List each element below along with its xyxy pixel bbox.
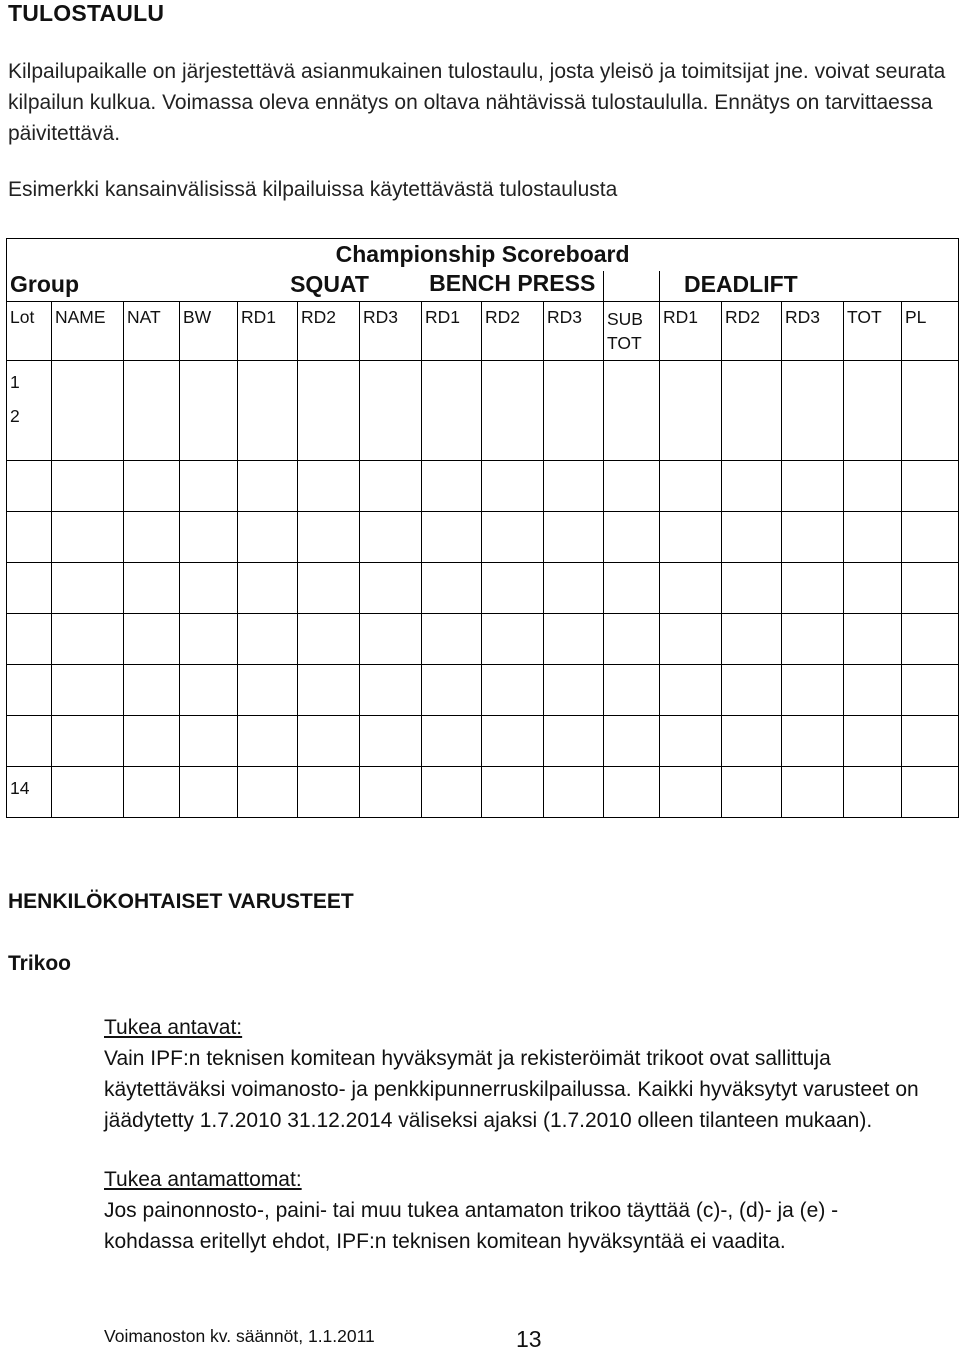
table-cell — [360, 512, 422, 563]
column-header: RD2 — [482, 302, 544, 361]
column-header: TOT — [844, 302, 902, 361]
table-cell — [238, 361, 298, 461]
table-cell — [180, 512, 238, 563]
table-cell — [52, 461, 124, 512]
table-row — [7, 361, 959, 461]
table-cell — [422, 563, 482, 614]
table-cell — [422, 361, 482, 461]
deadlift-label: DEADLIFT — [660, 271, 959, 302]
table-cell — [660, 361, 722, 461]
column-header-row — [7, 302, 959, 361]
table-row — [7, 614, 959, 665]
column-header: BW — [180, 302, 238, 361]
table-cell — [298, 767, 360, 818]
table-cell — [902, 767, 959, 818]
table-cell — [782, 614, 844, 665]
table-cell — [482, 461, 544, 512]
table-cell — [422, 461, 482, 512]
table-cell — [902, 461, 959, 512]
table-cell — [604, 512, 660, 563]
table-cell — [482, 512, 544, 563]
lot-cell — [7, 461, 52, 512]
support-label: Tukea antavat: — [104, 1016, 243, 1039]
table-cell — [902, 716, 959, 767]
table-cell — [124, 665, 180, 716]
lot-cell — [7, 563, 52, 614]
table-cell — [482, 716, 544, 767]
table-cell — [604, 361, 660, 461]
table-cell — [298, 563, 360, 614]
table-cell — [544, 563, 604, 614]
table-cell — [544, 361, 604, 461]
table-cell — [902, 563, 959, 614]
table-cell — [360, 563, 422, 614]
support-text: Vain IPF:n teknisen komitean hyväksymät ja rekisteröimät trikoot ovat sallittuja käytettäväksi voimanosto- ja penkkipunnerruskilpailussa. Kaikki hyväksytyt varusteet on jäädytetty 1.7.2010 31.12.2014 väliseksi ajaksi (1.7.2010 olleen tilanteen mukaan). — [104, 1047, 919, 1132]
table-row — [7, 665, 959, 716]
table-cell — [360, 614, 422, 665]
lot-cell: 1 2 — [7, 361, 52, 461]
table-cell — [844, 461, 902, 512]
table-cell — [604, 767, 660, 818]
squat-label: SQUAT — [238, 271, 422, 302]
table-cell — [124, 563, 180, 614]
table-cell — [660, 563, 722, 614]
nosupport-block — [104, 1164, 924, 1257]
table-cell — [722, 563, 782, 614]
column-header: RD3 — [544, 302, 604, 361]
table-row — [7, 512, 959, 563]
table-cell — [124, 767, 180, 818]
table-cell — [238, 716, 298, 767]
table-cell — [544, 767, 604, 818]
table-cell — [238, 461, 298, 512]
table-cell — [124, 461, 180, 512]
table-cell — [298, 361, 360, 461]
bench-label: BENCH PRESS — [422, 271, 604, 302]
table-cell — [52, 361, 124, 461]
section-title: HENKILÖKOHTAISET VARUSTEET — [8, 890, 354, 913]
table-cell — [124, 614, 180, 665]
table-cell — [604, 614, 660, 665]
column-header: NAME — [52, 302, 124, 361]
table-cell — [360, 461, 422, 512]
table-cell — [844, 665, 902, 716]
table-cell — [782, 563, 844, 614]
column-header: RD2 — [298, 302, 360, 361]
table-cell — [604, 461, 660, 512]
table-cell — [422, 665, 482, 716]
table-cell — [360, 361, 422, 461]
table-cell — [660, 512, 722, 563]
footer-text: Voimanoston kv. säännöt, 1.1.2011 — [104, 1326, 375, 1346]
table-cell — [544, 461, 604, 512]
table-cell — [782, 361, 844, 461]
table-cell — [298, 665, 360, 716]
table-cell — [782, 665, 844, 716]
table-cell — [422, 767, 482, 818]
column-header: RD3 — [782, 302, 844, 361]
example-caption: Esimerkki kansainvälisissä kilpailuissa käytettävästä tulostaulusta — [8, 178, 618, 201]
table-cell — [722, 461, 782, 512]
page-heading: TULOSTAULU — [8, 0, 165, 26]
table-cell — [298, 716, 360, 767]
scoreboard-table — [6, 238, 959, 818]
column-header: PL — [902, 302, 959, 361]
table-cell — [482, 614, 544, 665]
support-block — [104, 1012, 924, 1136]
table-cell — [544, 665, 604, 716]
table-cell — [52, 563, 124, 614]
table-cell — [180, 665, 238, 716]
table-cell — [844, 767, 902, 818]
table-cell — [124, 716, 180, 767]
table-cell — [722, 716, 782, 767]
table-cell — [298, 461, 360, 512]
table-cell — [180, 716, 238, 767]
table-cell — [844, 361, 902, 461]
table-cell — [360, 767, 422, 818]
lot-cell — [7, 614, 52, 665]
table-cell — [298, 512, 360, 563]
table-cell — [482, 361, 544, 461]
table-cell — [902, 665, 959, 716]
column-header: RD1 — [422, 302, 482, 361]
table-cell — [238, 665, 298, 716]
table-cell — [52, 716, 124, 767]
table-cell — [422, 716, 482, 767]
table-cell — [902, 614, 959, 665]
table-cell — [544, 716, 604, 767]
lot-cell: 14 — [7, 767, 52, 818]
column-header: RD1 — [660, 302, 722, 361]
table-cell — [124, 512, 180, 563]
nosupport-label: Tukea antamattomat: — [104, 1168, 302, 1191]
table-cell — [902, 512, 959, 563]
table-cell — [722, 767, 782, 818]
table-cell — [660, 614, 722, 665]
table-cell — [722, 512, 782, 563]
group-label: Group — [7, 271, 238, 302]
table-row — [7, 563, 959, 614]
table-cell — [604, 563, 660, 614]
column-header: RD2 — [722, 302, 782, 361]
table-cell — [180, 614, 238, 665]
lot-cell — [7, 665, 52, 716]
table-cell — [52, 512, 124, 563]
table-cell — [844, 563, 902, 614]
table-cell — [844, 614, 902, 665]
table-cell — [238, 767, 298, 818]
table-cell — [180, 767, 238, 818]
page-number: 13 — [516, 1326, 542, 1352]
table-cell — [782, 512, 844, 563]
table-cell — [482, 665, 544, 716]
table-cell — [422, 512, 482, 563]
table-cell — [660, 767, 722, 818]
table-cell — [660, 716, 722, 767]
table-cell — [360, 665, 422, 716]
table-cell — [660, 461, 722, 512]
table-cell — [360, 716, 422, 767]
table-cell — [238, 512, 298, 563]
table-cell — [52, 767, 124, 818]
table-cell — [604, 665, 660, 716]
table-cell — [660, 665, 722, 716]
table-cell — [782, 461, 844, 512]
table-cell — [722, 361, 782, 461]
table-cell — [722, 665, 782, 716]
table-cell — [782, 716, 844, 767]
nosupport-text: Jos painonnosto-, paini- tai muu tukea antamaton trikoo täyttää (c)-, (d)- ja (e) -kohdassa eritellyt ehdot, IPF:n teknisen komitean hyväksyntää ei vaadita. — [104, 1199, 839, 1253]
table-cell — [482, 563, 544, 614]
table-cell — [180, 563, 238, 614]
table-row — [7, 461, 959, 512]
column-header: RD1 — [238, 302, 298, 361]
table-cell — [238, 563, 298, 614]
lot-cell — [7, 716, 52, 767]
table-cell — [422, 614, 482, 665]
table-cell — [180, 361, 238, 461]
spacer-cell — [604, 271, 660, 302]
table-cell — [722, 614, 782, 665]
table-cell — [844, 512, 902, 563]
table-cell — [52, 665, 124, 716]
table-cell — [604, 716, 660, 767]
column-header: SUB TOT — [604, 302, 660, 361]
table-cell — [544, 614, 604, 665]
table-cell — [782, 767, 844, 818]
scoreboard-title: Championship Scoreboard — [7, 239, 959, 272]
table-cell — [544, 512, 604, 563]
lot-cell — [7, 512, 52, 563]
intro-paragraph: Kilpailupaikalle on järjestettävä asianmukainen tulostaulu, josta yleisö ja toimitsijat jne. voivat seurata kilpailun kulkua. Voimassa oleva ennätys on oltava nähtävissä tulostaululla. Ennätys on tarvittaessa päivitettävä. — [8, 60, 946, 145]
table-cell — [180, 461, 238, 512]
column-header: RD3 — [360, 302, 422, 361]
column-header: NAT — [124, 302, 180, 361]
table-row — [7, 716, 959, 767]
table-cell — [124, 361, 180, 461]
column-header: Lot — [7, 302, 52, 361]
table-row — [7, 767, 959, 818]
sub-title: Trikoo — [8, 952, 72, 975]
table-cell — [902, 361, 959, 461]
table-cell — [298, 614, 360, 665]
table-cell — [844, 716, 902, 767]
table-cell — [238, 614, 298, 665]
table-cell — [482, 767, 544, 818]
table-cell — [52, 614, 124, 665]
